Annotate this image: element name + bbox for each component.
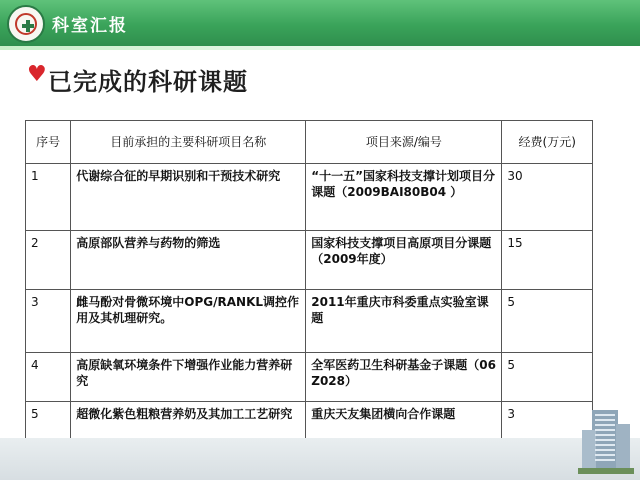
cell-source: “十一五”国家科技支撑计划项目分课题（2009BAI80B04 ） [306,164,502,231]
cell-fund: 5 [502,353,593,402]
column-header-source: 项目来源/编号 [306,121,502,164]
projects-table [25,120,593,443]
cell-fund: 15 [502,231,593,290]
cell-fund: 5 [502,290,593,353]
header-divider [0,46,640,50]
table-row [26,402,593,443]
cell-fund: 30 [502,164,593,231]
column-header-seq: 序号 [26,121,71,164]
cell-seq: 4 [26,353,71,402]
footer-strip [0,438,640,480]
cell-project-name: 雌马酚对骨微环境中OPG/RANKL调控作用及其机理研究。 [71,290,306,353]
cell-source: 2011年重庆市科委重点实验室课题 [306,290,502,353]
table-row [26,164,593,231]
heart-bullet-icon: ♥ [27,62,47,87]
cell-seq: 5 [26,402,71,443]
cell-project-name: 高原部队营养与药物的筛选 [71,231,306,290]
page-title: 已完成的科研课题 [48,68,248,96]
table-row [26,231,593,290]
table-row [26,353,593,402]
cell-source: 全军医药卫生科研基金子课题（06Z028） [306,353,502,402]
cell-seq: 2 [26,231,71,290]
cell-seq: 3 [26,290,71,353]
header-title: 科室汇报 [52,16,128,36]
cell-project-name: 超微化紫色粗粮营养奶及其加工工艺研究 [71,402,306,443]
table-header-row [26,121,593,164]
cell-project-name: 高原缺氧环境条件下增强作业能力营养研究 [71,353,306,402]
column-header-name: 目前承担的主要科研项目名称 [71,121,306,164]
cell-source: 国家科技支撑项目高原项目分课题（2009年度） [306,231,502,290]
cell-source: 重庆天友集团横向合作课题 [306,402,502,443]
hospital-logo-icon [7,5,45,43]
cell-seq: 1 [26,164,71,231]
column-header-fund: 经费(万元) [502,121,593,164]
cell-fund: 3 [502,402,593,443]
header-bar [0,0,640,46]
cell-project-name: 代谢综合征的早期识别和干预技术研究 [71,164,306,231]
building-icon [578,404,634,474]
table-row [26,290,593,353]
